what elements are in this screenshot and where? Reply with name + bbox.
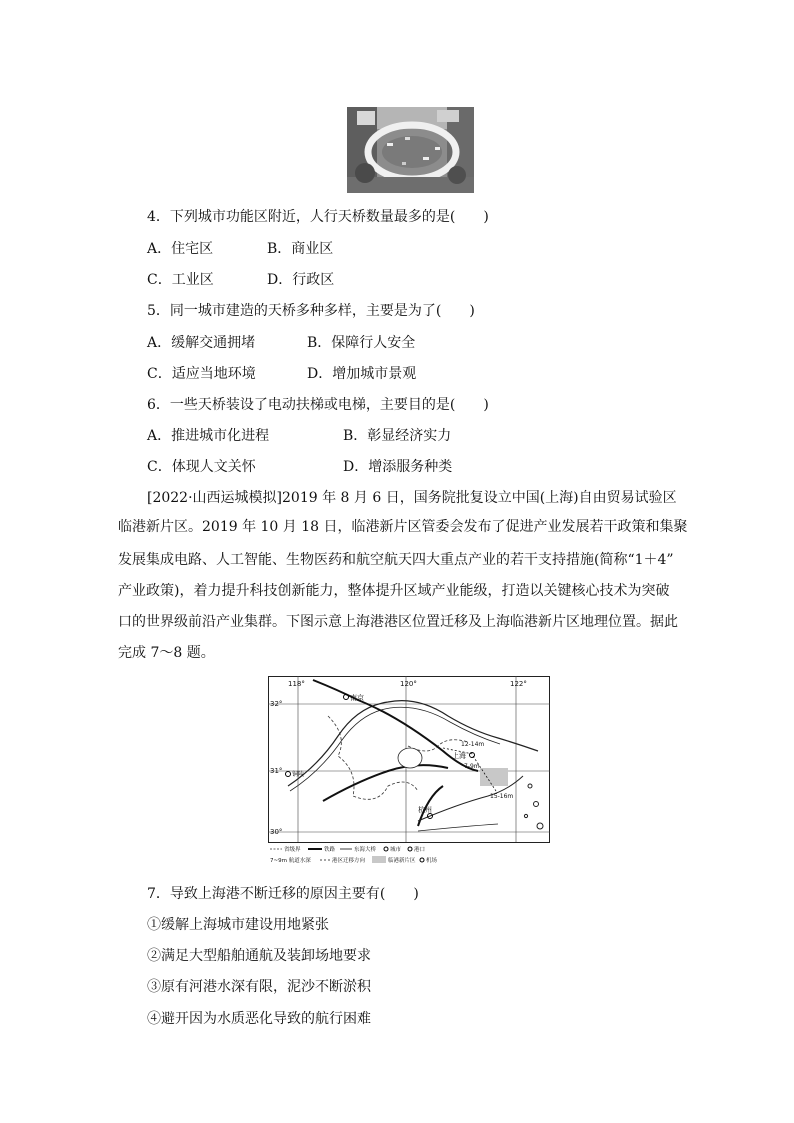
question-4-option-d: D．行政区 bbox=[267, 272, 335, 288]
passage-line-3: 发展集成电路、人工智能、生物医药和航空航天四大重点产业的若干支持措施(简称“1＋4” bbox=[118, 552, 674, 568]
question-5-option-b: B．保障行人安全 bbox=[307, 335, 416, 351]
question-4-option-c: C．工业区 bbox=[147, 272, 214, 288]
legend-province-border: 省级界 bbox=[284, 847, 301, 853]
lon-label-120: 120° bbox=[400, 680, 417, 688]
question-6-stem: 6．一些天桥装设了电动扶梯或电梯，主要目的是( ) bbox=[147, 397, 489, 413]
legend-railway: 铁路 bbox=[324, 847, 336, 853]
question-7-item-1: ①缓解上海城市建设用地紧张 bbox=[147, 917, 329, 933]
question-6-option-a: A．推进城市化进程 bbox=[147, 428, 270, 444]
legend-migration: 港区迁移方向 bbox=[332, 858, 366, 864]
city-shanghai: 上海 bbox=[452, 752, 466, 760]
passage-line-2: 临港新片区。2019 年 10 月 18 日，临港新片区管委会发布了促进产业发展若干政策和集聚 bbox=[118, 519, 688, 535]
question-5-option-a: A．缓解交通拥堵 bbox=[147, 335, 256, 351]
question-5-option-d: D．增加城市景观 bbox=[307, 366, 417, 382]
question-7-stem: 7．导致上海港不断迁移的原因主要有( ) bbox=[147, 886, 419, 902]
question-6-option-d: D．增添服务种类 bbox=[343, 459, 453, 475]
question-5-stem: 5．同一城市建造的天桥多种多样，主要是为了( ) bbox=[147, 303, 475, 319]
question-5-option-c: C．适应当地环境 bbox=[147, 366, 256, 382]
legend-airport: 机场 bbox=[426, 858, 438, 864]
lon-label-122: 122° bbox=[510, 680, 527, 688]
passage-line-1: [2022·山西运城模拟]2019 年 8 月 6 日，国务院批复设立中国(上海)自由贸易试验区 bbox=[147, 490, 677, 506]
city-nanjing: 南京 bbox=[350, 694, 364, 702]
question-6-option-b: B．彰显经济实力 bbox=[343, 428, 452, 444]
question-6-option-c: C．体现人文关怀 bbox=[147, 459, 256, 475]
depth-7-9: 7-9m bbox=[464, 763, 480, 770]
lat-label-32: 32° bbox=[270, 700, 283, 708]
passage-line-6: 完成 7～8 题。 bbox=[118, 645, 215, 661]
legend-city: 城市 bbox=[390, 847, 402, 853]
question-4-option-a: A．住宅区 bbox=[147, 241, 214, 257]
legend-channel-depth: 7~9m 航道水深 bbox=[270, 858, 311, 864]
passage-line-5: 口的世界级前沿产业集群。下图示意上海港港区位置迁移及上海临港新片区地理位置。据此 bbox=[118, 614, 678, 630]
question-7-item-2: ②满足大型船舶通航及装卸场地要求 bbox=[147, 948, 371, 964]
question-4-option-b: B．商业区 bbox=[267, 241, 334, 257]
question-7-item-3: ③原有河港水深有限，泥沙不断淤积 bbox=[147, 979, 371, 995]
lon-label-118: 118° bbox=[288, 680, 305, 688]
legend-donghai-bridge: 东海大桥 bbox=[354, 847, 377, 853]
depth-15-16: 15-16m bbox=[490, 793, 514, 800]
shanghai-port-map bbox=[268, 676, 550, 866]
city-hangzhou: 杭州 bbox=[418, 806, 432, 814]
depth-12-14: 12-14m bbox=[461, 741, 485, 748]
lat-label-30: 30° bbox=[270, 828, 283, 836]
city-tongling: 铜陵 bbox=[292, 771, 305, 778]
overpass-photo bbox=[347, 107, 474, 193]
question-7-item-4: ④避开因为水质恶化导致的航行困难 bbox=[147, 1011, 371, 1027]
passage-line-4: 产业政策)，着力提升科技创新能力，整体提升区域产业能级，打造以关键核心技术为突破 bbox=[118, 583, 670, 599]
lat-label-31: 31° bbox=[270, 767, 283, 775]
legend-port: 港口 bbox=[414, 847, 426, 853]
legend-lingang: 临港新片区 bbox=[388, 858, 416, 864]
question-4-stem: 4．下列城市功能区附近，人行天桥数量最多的是( ) bbox=[147, 209, 489, 225]
